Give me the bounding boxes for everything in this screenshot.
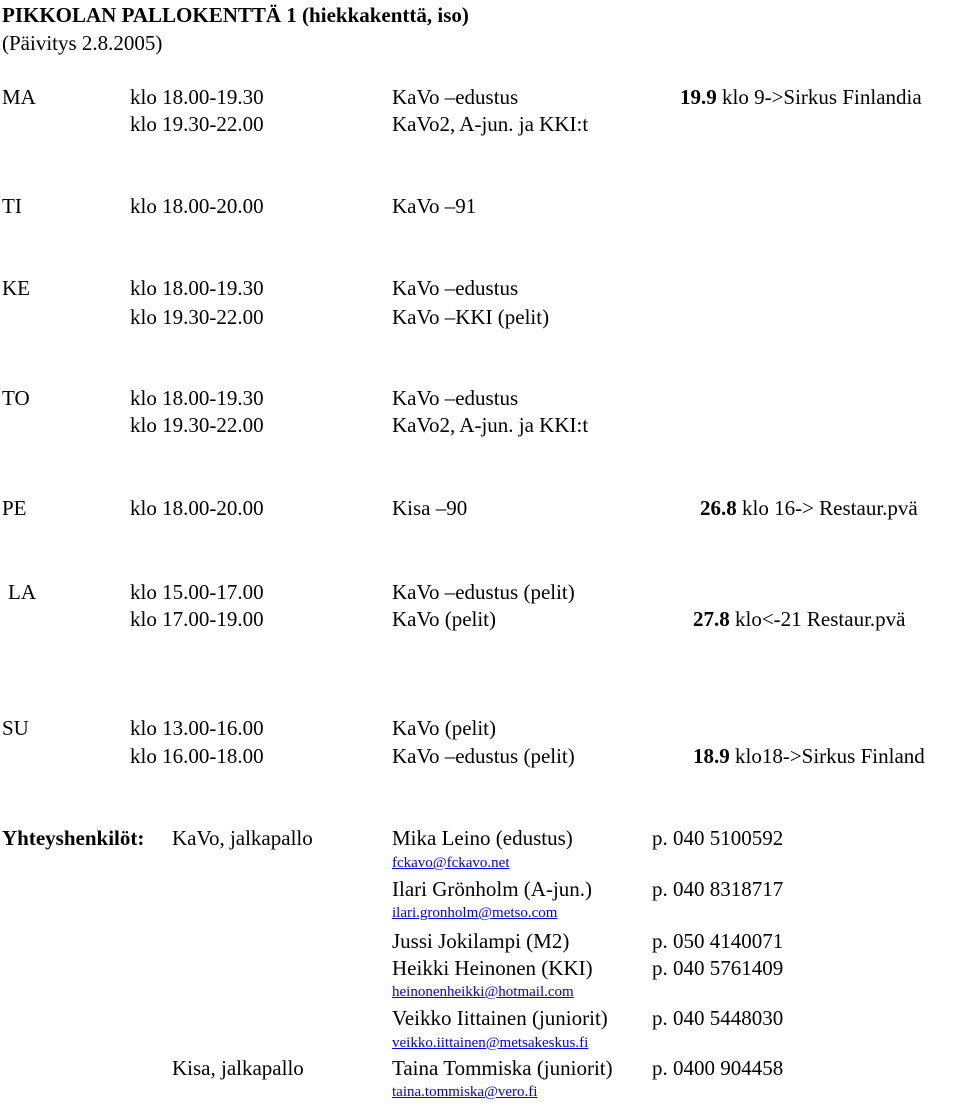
team-name: KaVo –KKI (pelit): [392, 305, 550, 329]
time-slot: klo 16.00-18.00: [130, 744, 264, 768]
event-date: 18.9: [693, 744, 730, 768]
team-name: KaVo –edustus (pelit): [392, 744, 575, 768]
team-name: KaVo2, A-jun. ja KKI:t: [392, 413, 589, 437]
time-slot: klo 18.00-20.00: [130, 496, 264, 520]
contact-name: Mika Leino (edustus): [392, 826, 573, 850]
day-label-ti: TI: [2, 194, 22, 218]
time-slot: klo 13.00-16.00: [130, 716, 264, 740]
team-name: Kisa –90: [392, 496, 468, 520]
event-date: 26.8: [700, 496, 737, 520]
team-name: KaVo –edustus (pelit): [392, 580, 575, 604]
time-slot: klo 15.00-17.00: [130, 580, 264, 604]
event-date: 27.8: [693, 607, 730, 631]
team-name: KaVo2, A-jun. ja KKI:t: [392, 112, 589, 136]
team-name: KaVo –91: [392, 194, 477, 218]
contact-email-link[interactable]: veikko.iittainen@metsakeskus.fi: [392, 1035, 589, 1051]
time-slot: klo 18.00-19.30: [130, 276, 264, 300]
time-slot: klo 19.30-22.00: [130, 413, 264, 437]
contacts-heading: Yhteyshenkilöt:: [2, 826, 145, 850]
contact-phone: p. 040 5448030: [652, 1006, 784, 1030]
contact-phone: p. 050 4140071: [652, 929, 784, 953]
time-slot: klo 19.30-22.00: [130, 112, 264, 136]
contact-name: Veikko Iittainen (juniorit): [392, 1006, 608, 1030]
team-name: KaVo (pelit): [392, 716, 497, 740]
event-date: 19.9: [680, 85, 717, 109]
contact-phone: p. 040 8318717: [652, 877, 784, 901]
day-label-ke: KE: [2, 276, 30, 300]
contact-name: Ilari Grönholm (A-jun.): [392, 877, 593, 901]
contact-group-kavo: KaVo, jalkapallo: [172, 826, 313, 850]
event-note: [693, 744, 925, 768]
day-label-la: LA: [8, 580, 36, 604]
contact-phone: p. 0400 904458: [652, 1056, 784, 1080]
team-name: KaVo –edustus: [392, 386, 519, 410]
contact-email-link[interactable]: heinonenheikki@hotmail.com: [392, 984, 574, 1000]
page-title: PIKKOLAN PALLOKENTTÄ 1 (hiekkakenttä, iso): [2, 3, 469, 27]
team-name: KaVo –edustus: [392, 85, 519, 109]
day-label-ma: MA: [2, 85, 36, 109]
event-text: klo 16-> Restaur.pvä: [736, 496, 918, 520]
contact-phone: p. 040 5761409: [652, 956, 784, 980]
event-note: [700, 496, 918, 520]
time-slot: klo 18.00-19.30: [130, 85, 264, 109]
contact-group-kisa: Kisa, jalkapallo: [172, 1056, 304, 1080]
time-slot: klo 18.00-20.00: [130, 194, 264, 218]
team-name: KaVo (pelit): [392, 607, 497, 631]
contact-name: Jussi Jokilampi (M2): [392, 929, 570, 953]
team-name: KaVo –edustus: [392, 276, 519, 300]
contact-name: Taina Tommiska (juniorit): [392, 1056, 613, 1080]
time-slot: klo 17.00-19.00: [130, 607, 264, 631]
day-label-su: SU: [2, 716, 29, 740]
contact-email-link[interactable]: ilari.gronholm@metso.com: [392, 905, 558, 921]
contact-email-link[interactable]: taina.tommiska@vero.fi: [392, 1084, 538, 1100]
update-date: (Päivitys 2.8.2005): [2, 31, 163, 55]
contact-name: Heikki Heinonen (KKI): [392, 956, 593, 980]
event-text: klo 9->Sirkus Finlandia: [716, 85, 922, 109]
time-slot: klo 19.30-22.00: [130, 305, 264, 329]
event-note: [680, 85, 922, 109]
event-note: [693, 607, 905, 631]
event-text: klo18->Sirkus Finland: [729, 744, 925, 768]
time-slot: klo 18.00-19.30: [130, 386, 264, 410]
event-text: klo<-21 Restaur.pvä: [729, 607, 906, 631]
day-label-pe: PE: [2, 496, 27, 520]
contact-phone: p. 040 5100592: [652, 826, 784, 850]
day-label-to: TO: [2, 386, 30, 410]
contact-email-link[interactable]: fckavo@fckavo.net: [392, 855, 510, 871]
